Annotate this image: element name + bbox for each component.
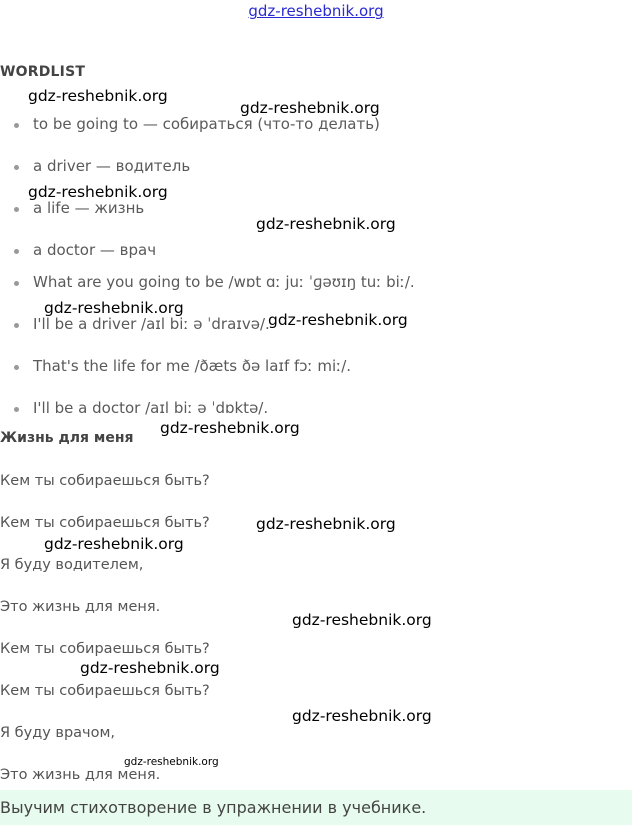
list-item: a life — жизнь (14, 199, 144, 217)
watermark: gdz-reshebnik.org (28, 87, 168, 105)
list-item: a doctor — врач (14, 241, 156, 259)
bullet-icon (14, 365, 19, 370)
watermark: gdz-reshebnik.org (160, 419, 300, 437)
list-item: I'll be a driver /aɪl biː ə ˈdraɪvə/. (14, 315, 270, 333)
study-note: Выучим стихотворение в упражнении в учебнике. (0, 790, 632, 825)
poem-line: Кем ты собираешься быть? (0, 683, 210, 699)
watermark: gdz-reshebnik.org (28, 183, 168, 201)
wordlist-title: WORDLIST (0, 64, 86, 80)
watermark: gdz-reshebnik.org (240, 99, 380, 117)
poem-line: Это жизнь для меня. (0, 599, 161, 615)
watermark: gdz-reshebnik.org (80, 659, 220, 677)
watermark: gdz-reshebnik.org (292, 611, 432, 629)
watermark: gdz-reshebnik.org (44, 299, 184, 317)
watermark: gdz-reshebnik.org (256, 215, 396, 233)
list-item: a driver — водитель (14, 157, 190, 175)
watermark: gdz-reshebnik.org (268, 311, 408, 329)
list-item: I'll be a doctor /aɪl biː ə ˈdɒktə/. (14, 399, 268, 417)
bullet-icon (14, 165, 19, 170)
poem-line: Кем ты собираешься быть? (0, 473, 210, 489)
poem-line: Кем ты собираешься быть? (0, 641, 210, 657)
poem-line: Я буду водителем, (0, 557, 144, 573)
poem-line: Я буду врачом, (0, 725, 116, 741)
site-header-link[interactable]: gdz-reshebnik.org (248, 2, 384, 20)
list-item: to be going to — собираться (что-то делать) (14, 115, 380, 133)
poem-line: Это жизнь для меня. (0, 767, 161, 783)
watermark: gdz-reshebnik.org (256, 515, 396, 533)
poem-line: Кем ты собираешься быть? (0, 515, 210, 531)
list-item: What are you going to be /wɒt ɑː juː ˈɡəʊɪŋ tuː biː/. (14, 273, 415, 291)
poem-title: Жизнь для меня (0, 430, 134, 446)
watermark: gdz-reshebnik.org (44, 535, 184, 553)
bullet-icon (14, 249, 19, 254)
bullet-icon (14, 207, 19, 212)
watermark: gdz-reshebnik.org (124, 756, 219, 768)
list-item: That's the life for me /ðæts ðə laɪf fɔː miː/. (14, 357, 351, 375)
bullet-icon (14, 323, 19, 328)
watermark: gdz-reshebnik.org (292, 707, 432, 725)
bullet-icon (14, 407, 19, 412)
bullet-icon (14, 281, 19, 286)
bullet-icon (14, 123, 19, 128)
